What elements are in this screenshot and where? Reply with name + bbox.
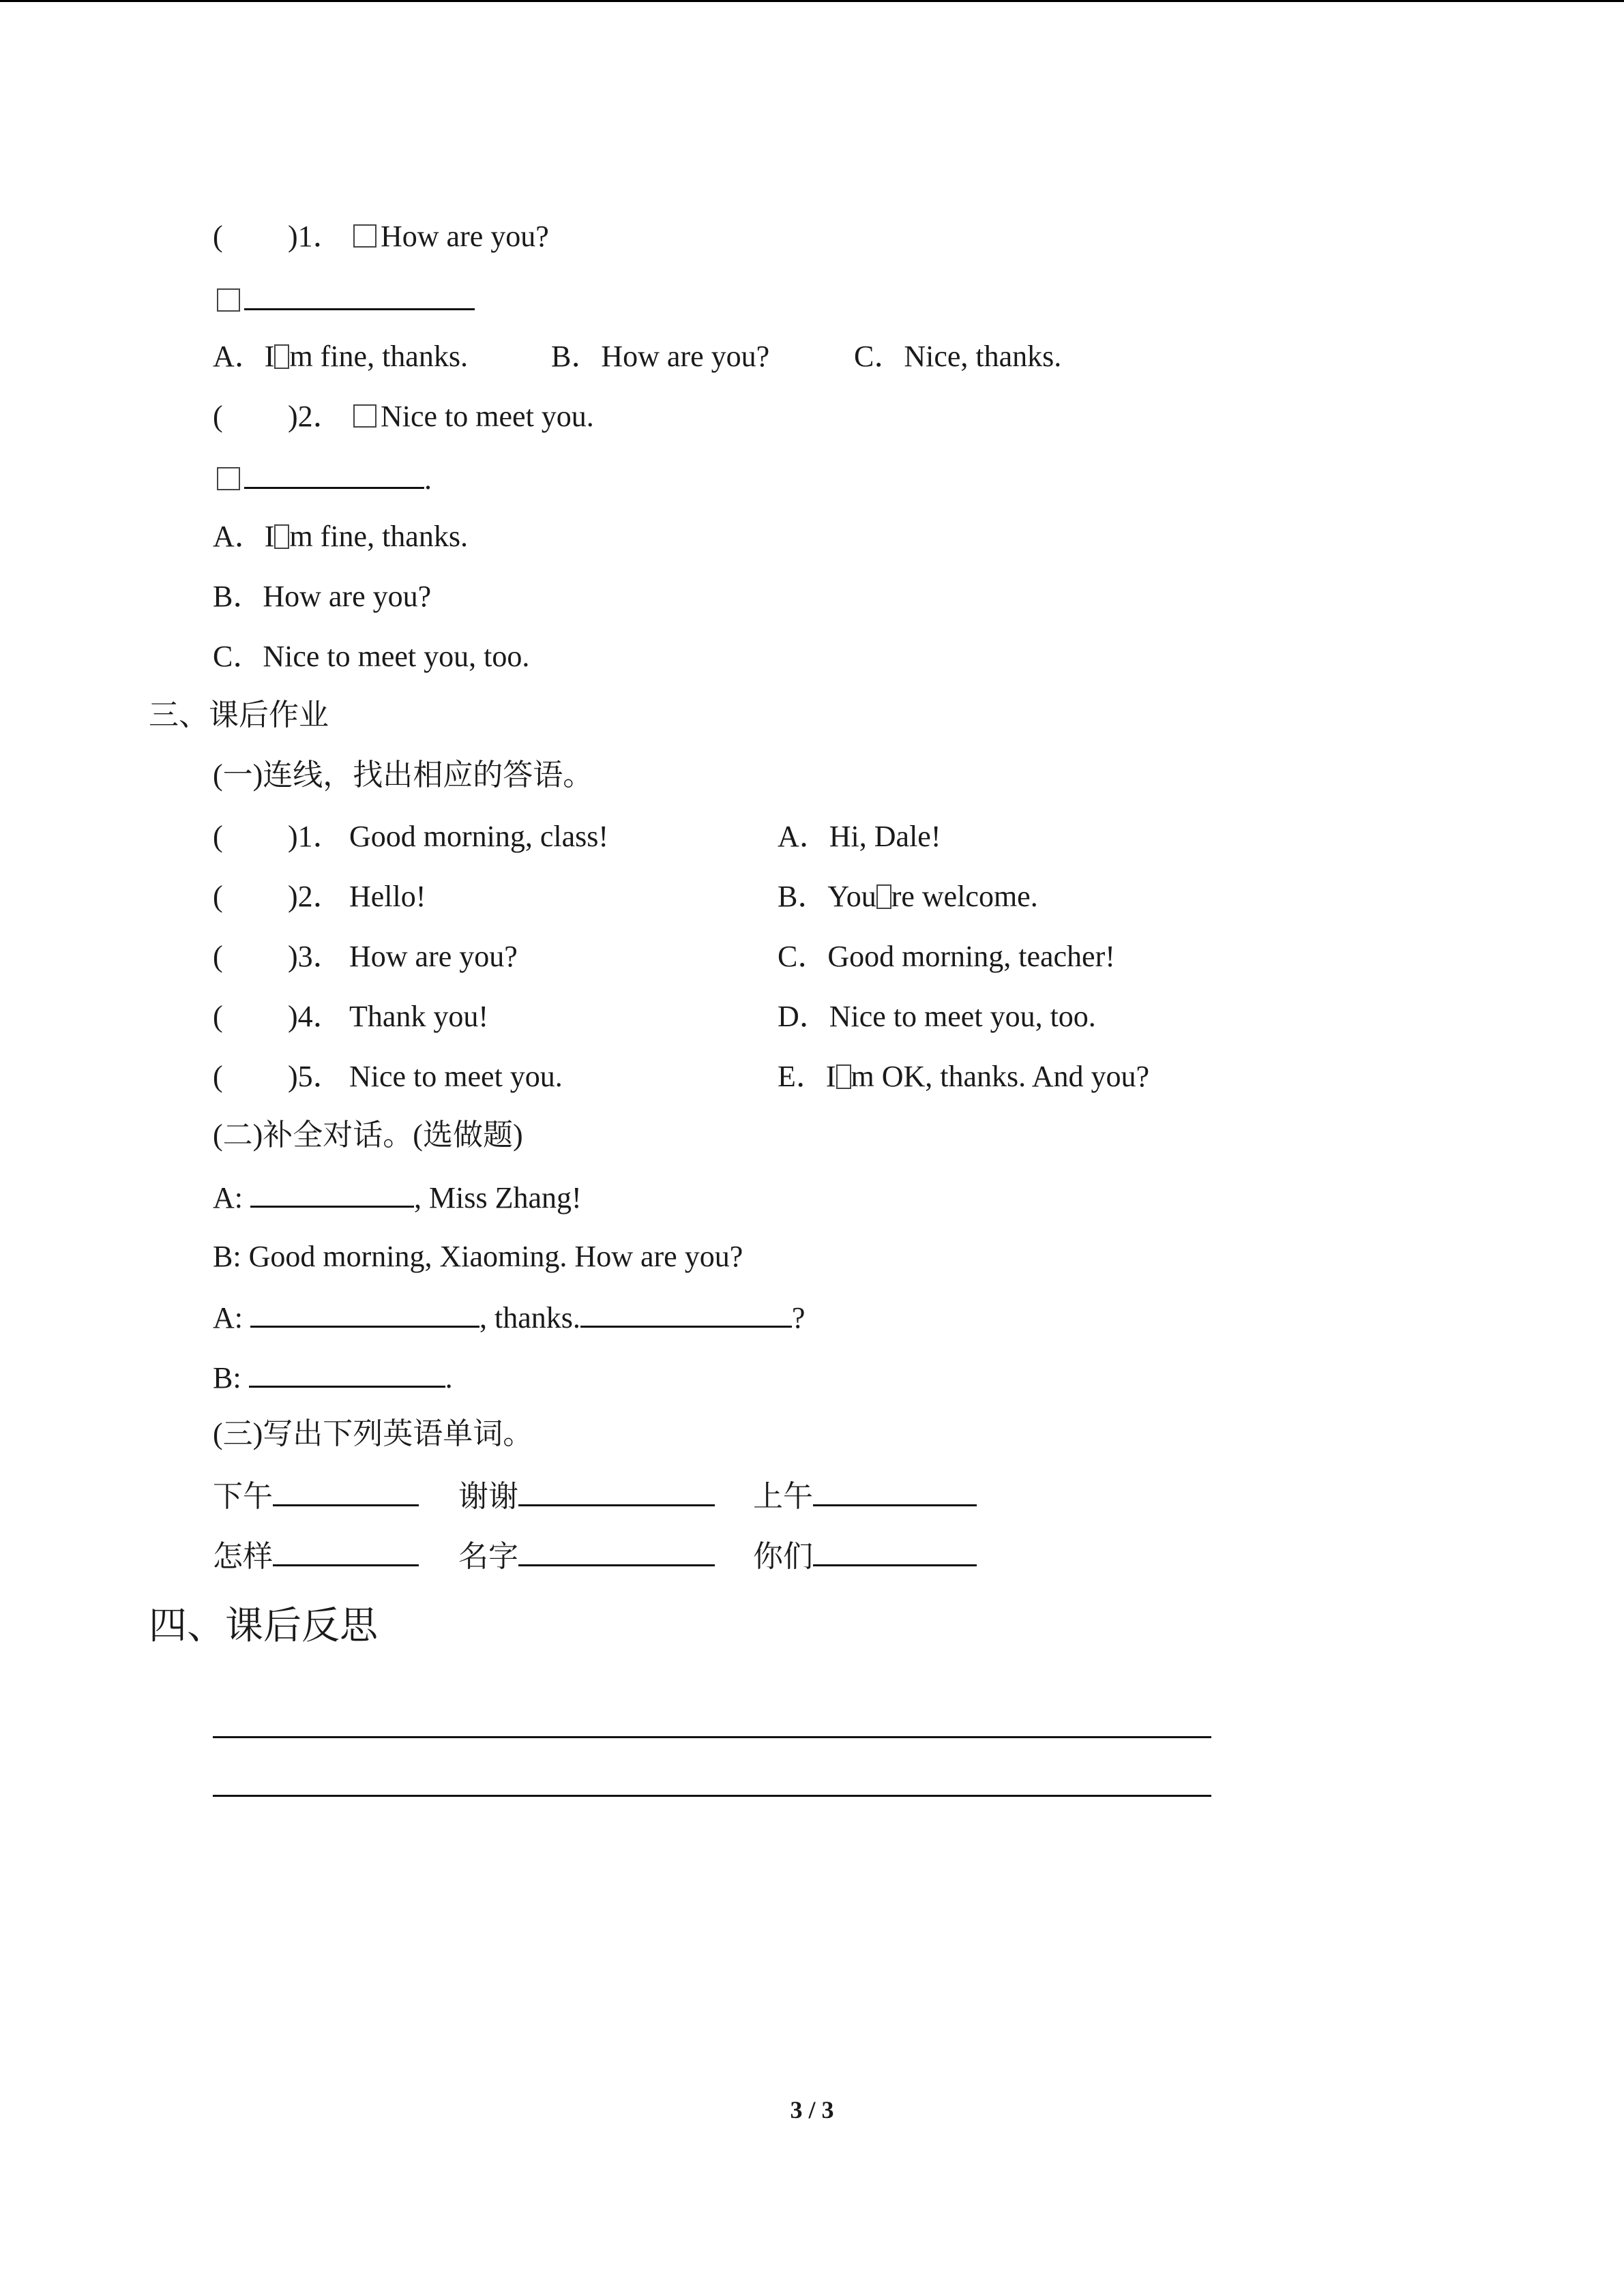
section-4-title: 四、课后反思 xyxy=(149,1605,378,1648)
option-a: A．I m fine, thanks. xyxy=(213,340,468,373)
item-text: Hello! xyxy=(349,880,426,913)
answer-c: C．Good morning, teacher! xyxy=(778,940,1115,973)
page-number: 3 / 3 xyxy=(790,2096,834,2123)
answer-paren-open: ( xyxy=(213,220,223,253)
question-prompt: Nice to meet you. xyxy=(353,393,594,441)
fill-blank[interactable] xyxy=(580,1293,792,1328)
part-2-title: (二)补全对话。(选做题) xyxy=(213,1118,523,1152)
option-b: B．How are you? xyxy=(551,340,770,373)
option-b: B．How are you? xyxy=(213,580,432,613)
vocab-item: 名字 xyxy=(458,1532,715,1581)
item-number: )4． xyxy=(288,1000,343,1033)
section-3-title: 三、课后作业 xyxy=(149,698,329,732)
question-number: )2． xyxy=(288,400,343,433)
fill-blank[interactable] xyxy=(518,1472,715,1506)
option-c: C．Nice to meet you, too. xyxy=(213,640,530,673)
fill-blank[interactable] xyxy=(250,1293,479,1328)
part-1-title: (一)连线，找出相应的答语。 xyxy=(213,758,593,792)
reflection-line[interactable] xyxy=(213,1795,1211,1797)
vocab-item: 谢谢 xyxy=(458,1472,715,1521)
item-number: )2． xyxy=(288,880,343,913)
answer-paren-open: ( xyxy=(213,1000,223,1033)
missing-glyph-icon xyxy=(274,524,289,549)
vocab-item: 上午 xyxy=(753,1472,977,1521)
vocab-item: 怎样 xyxy=(213,1532,419,1581)
item-text: Thank you! xyxy=(349,1000,489,1033)
item-number: )3． xyxy=(288,940,343,973)
answer-blank[interactable]: . xyxy=(217,454,432,503)
missing-glyph-icon xyxy=(353,404,377,428)
question-prompt: How are you? xyxy=(353,213,549,260)
answer-paren-open: ( xyxy=(213,1060,223,1093)
missing-glyph-icon xyxy=(274,344,289,369)
fill-blank[interactable] xyxy=(249,1353,445,1388)
item-text: Good morning, class! xyxy=(349,820,609,853)
missing-glyph-icon xyxy=(836,1064,851,1089)
answer-blank[interactable] xyxy=(217,275,475,325)
item-text: How are you? xyxy=(349,940,518,973)
option-a: A．I m fine, thanks. xyxy=(213,520,468,553)
missing-glyph-icon xyxy=(217,288,240,312)
fill-blank[interactable] xyxy=(518,1532,715,1566)
vocab-item: 你们 xyxy=(753,1532,977,1581)
reflection-line[interactable] xyxy=(213,1736,1211,1738)
item-number: )1． xyxy=(288,820,343,853)
answer-b: B．You re welcome. xyxy=(778,880,1038,913)
fill-blank[interactable] xyxy=(273,1532,419,1566)
missing-glyph-icon xyxy=(353,224,377,248)
answer-d: D．Nice to meet you, too. xyxy=(778,1000,1096,1033)
missing-glyph-icon xyxy=(876,884,891,909)
item-text: Nice to meet you. xyxy=(349,1060,563,1093)
top-border xyxy=(0,0,1624,2)
vocab-item: 下午 xyxy=(213,1472,419,1521)
dialogue-text: B: . xyxy=(213,1353,453,1402)
dialogue-text: B: Good morning, Xiaoming. How are you? xyxy=(213,1240,743,1273)
dialogue-text: A: , Miss Zhang! xyxy=(213,1173,582,1222)
dialogue-text: A: , thanks. ? xyxy=(213,1293,805,1342)
item-number: )5． xyxy=(288,1060,343,1093)
option-c: C．Nice, thanks. xyxy=(854,340,1062,373)
question-number: )1． xyxy=(288,220,343,253)
answer-paren-open: ( xyxy=(213,400,223,433)
answer-a: A．Hi, Dale! xyxy=(778,820,941,853)
missing-glyph-icon xyxy=(217,467,240,490)
fill-blank[interactable] xyxy=(273,1472,419,1506)
fill-blank[interactable] xyxy=(813,1472,977,1506)
answer-paren-open: ( xyxy=(213,880,223,913)
fill-blank[interactable] xyxy=(813,1532,977,1566)
fill-blank[interactable] xyxy=(250,1173,414,1208)
answer-paren-open: ( xyxy=(213,820,223,853)
answer-paren-open: ( xyxy=(213,940,223,973)
part-3-title: (三)写出下列英语单词。 xyxy=(213,1417,533,1450)
answer-e: E．I m OK, thanks. And you? xyxy=(778,1060,1150,1093)
